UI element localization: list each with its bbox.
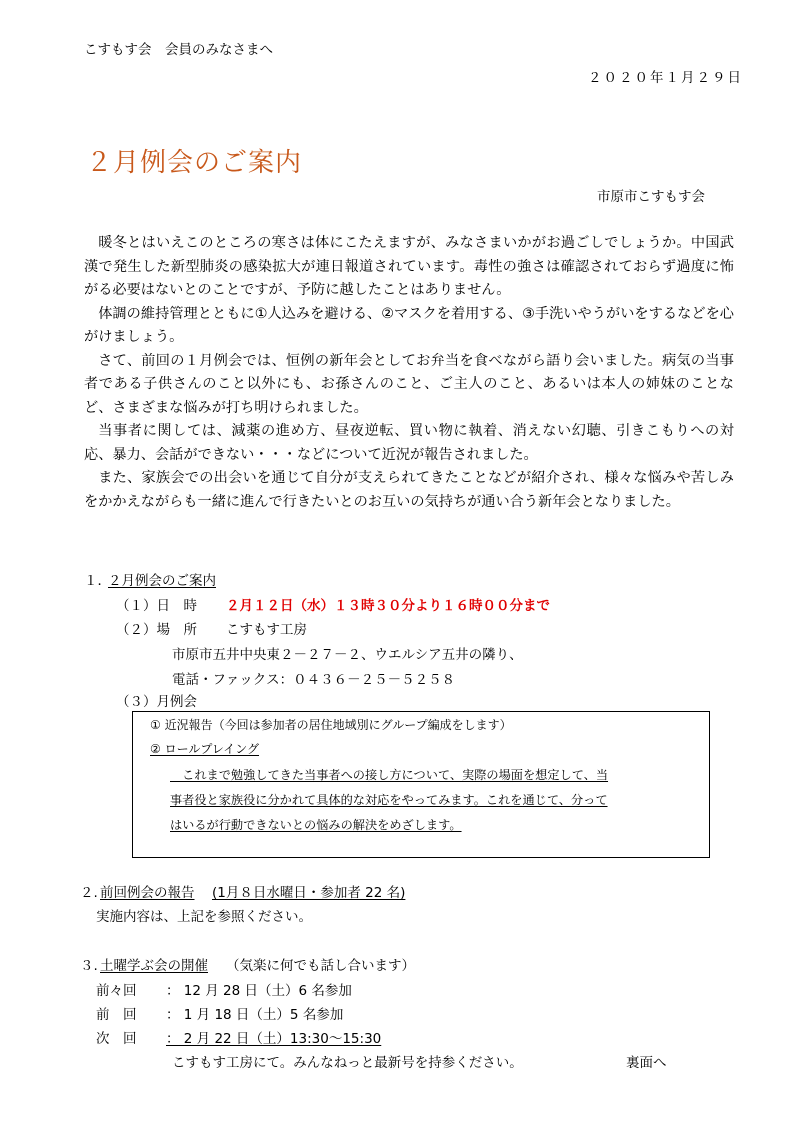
overleaf-note: 裏面へ bbox=[626, 1055, 667, 1071]
section3-footer: こすもす工房にて。みんなねっと最新号を持参ください。 bbox=[172, 1055, 523, 1071]
meeting-detail-box bbox=[132, 711, 710, 858]
item-status-report: ① 近況報告（今回は参加者の居住地域別にグループ編成をします） bbox=[150, 718, 512, 732]
when-value: ２月１２日（水）１３時３０分より１６時００分まで bbox=[226, 598, 550, 614]
item-roleplay: ② ロールプレイング bbox=[150, 742, 260, 756]
meeting-label: （３）月例会 bbox=[116, 694, 197, 710]
section1-heading: ２月例会のご案内 bbox=[108, 573, 216, 589]
paragraph-4: 当事者に関しては、減薬の進め方、昼夜逆転、買い物に執着、消えない幻聴、引きこもりへの対応、暴力、会話ができない・・・などについて近況が報告されました。 bbox=[84, 423, 734, 463]
section3-note: （気楽に何でも話し合います） bbox=[226, 958, 415, 974]
paragraph-1: 暖冬とはいえこのところの寒さは体にこたえますが、みなさまいかがお過ごしでしょうか。中国武漢で発生した新型肺炎の感染拡大が連日報道されています。毒性の強さは確認されておらず過度に怖がる必要はないとのことですが、予防に越したことはありません。 bbox=[84, 235, 734, 298]
paragraph-5: また、家族会での出会いを通じて自分が支えられてきたことなどが紹介され、様々な悩みや苦しみをかかえながらも一緒に進んで行きたいとのお互いの気持ちが通い合う新年会となりました。 bbox=[84, 470, 734, 510]
section2-detail: (1月８日水曜日・参加者 22 名) bbox=[212, 885, 406, 901]
paragraph-2: 体調の維持管理とともに①人込みを避ける、②マスクを着用する、③手洗いやうがいをするなどを心がけましょう。 bbox=[84, 305, 734, 345]
schedule-value: ： 12 月 28 日（土）6 名参加 bbox=[166, 983, 352, 999]
roleplay-line: 事者役と家族役に分かれて具体的な対応をやってみます。これを通じて、分って bbox=[170, 793, 608, 807]
schedule-value: ： 1 月 18 日（土）5 名参加 bbox=[166, 1007, 344, 1023]
paragraph-3: さて、前回の１月例会では、恒例の新年会としてお弁当を食べながら語り会いました。病気の当事者である子供さんのこと以外にも、お孫さんのこと、ご主人のこと、あるいは本人の姉妹のことなど、さまざまな悩みが打ち明けられました。 bbox=[84, 352, 734, 416]
address: 市原市五井中央東２－２７－２、ウエルシア五井の隣り、 bbox=[172, 647, 523, 663]
phone: 電話・ファックス：０４３６－２５－５２５８ bbox=[172, 672, 456, 688]
section2-content: 実施内容は、上記を参照ください。 bbox=[96, 909, 312, 925]
section1-number: １． bbox=[84, 573, 111, 589]
roleplay-line: はいるが行動できないとの悩みの解決をめざします。 bbox=[170, 818, 462, 832]
section3-number: ３. bbox=[80, 958, 98, 974]
schedule-value: ： 2 月 22 日（土）13:30～15:30 bbox=[166, 1031, 382, 1047]
roleplay-line: これまで勉強してきた当事者への接し方について、実際の場面を想定して、当 bbox=[170, 768, 609, 782]
where-label: （２）場 所 bbox=[116, 622, 197, 638]
date: ２０２０年１月２９日 bbox=[588, 70, 743, 86]
schedule-label: 前 回 bbox=[96, 1007, 137, 1023]
schedule-label: 前々回 bbox=[96, 983, 137, 999]
organization: 市原市こすもす会 bbox=[597, 189, 705, 205]
body-text bbox=[84, 232, 734, 514]
section2-number: ２. bbox=[80, 885, 98, 901]
section3-heading: 土曜学ぶ会の開催 bbox=[100, 958, 208, 974]
when-label: （１）日 時 bbox=[116, 598, 197, 614]
greeting: こすもす会 会員のみなさまへ bbox=[84, 42, 273, 58]
page-title: ２月例会のご案内 bbox=[86, 148, 303, 178]
schedule-label: 次 回 bbox=[96, 1031, 137, 1047]
section2-heading: 前回例会の報告 bbox=[100, 885, 195, 901]
where-value: こすもす工房 bbox=[226, 622, 307, 638]
